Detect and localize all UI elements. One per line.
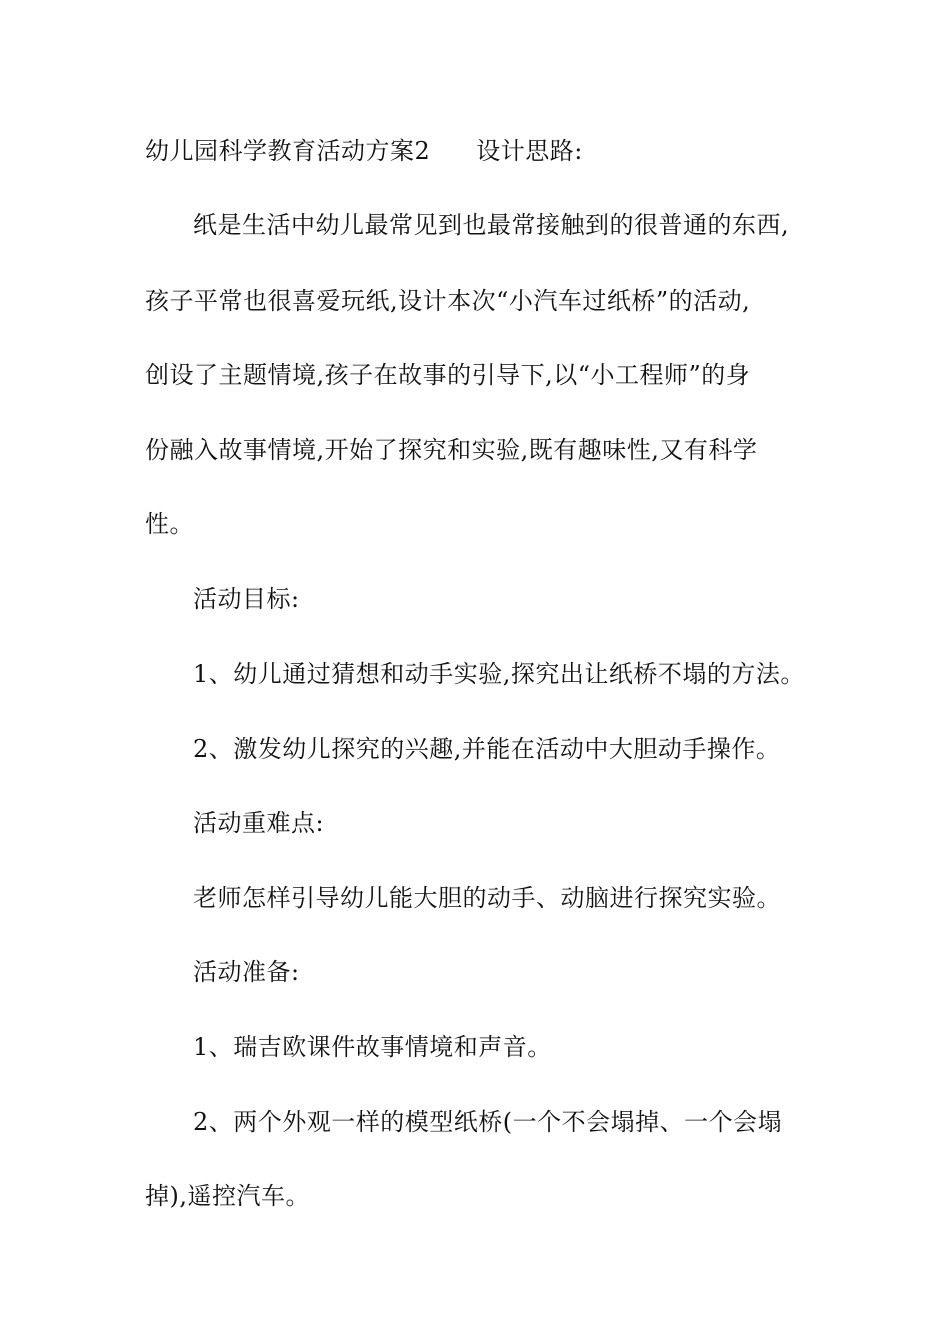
design-paragraph-line: 孩子平常也很喜爱玩纸,设计本次“小汽车过纸桥”的活动, — [145, 287, 751, 315]
document-title: 幼儿园科学教育活动方案2 — [145, 137, 431, 165]
design-paragraph-line: 创设了主题情境,孩子在故事的引导下,以“小工程师”的身 — [145, 361, 751, 389]
prep-item: 2、两个外观一样的模型纸桥(一个不会塌掉、一个会塌 — [193, 1108, 783, 1136]
design-paragraph-line: 性。 — [145, 510, 194, 538]
design-paragraph-line: 纸是生活中幼儿最常见到也最常接触到的很普通的东西, — [193, 211, 790, 239]
title-line — [145, 136, 583, 166]
design-paragraph-line: 份融入故事情境,开始了探究和实验,既有趣味性,又有科学 — [145, 436, 758, 464]
prep-heading: 活动准备: — [193, 958, 300, 986]
design-heading: 设计思路: — [476, 137, 583, 165]
key-points-text: 老师怎样引导幼儿能大胆的动手、动脑进行探究实验。 — [193, 884, 781, 912]
goal-item: 2、激发幼儿探究的兴趣,并能在活动中大胆动手操作。 — [193, 735, 781, 763]
key-points-heading: 活动重难点: — [193, 809, 325, 837]
prep-item-continuation: 掉),遥控汽车。 — [145, 1182, 310, 1210]
goal-item: 1、幼儿通过猜想和动手实验,探究出让纸桥不塌的方法。 — [193, 660, 805, 688]
goals-heading: 活动目标: — [193, 585, 300, 613]
prep-item: 1、瑞吉欧课件故事情境和声音。 — [193, 1033, 552, 1061]
